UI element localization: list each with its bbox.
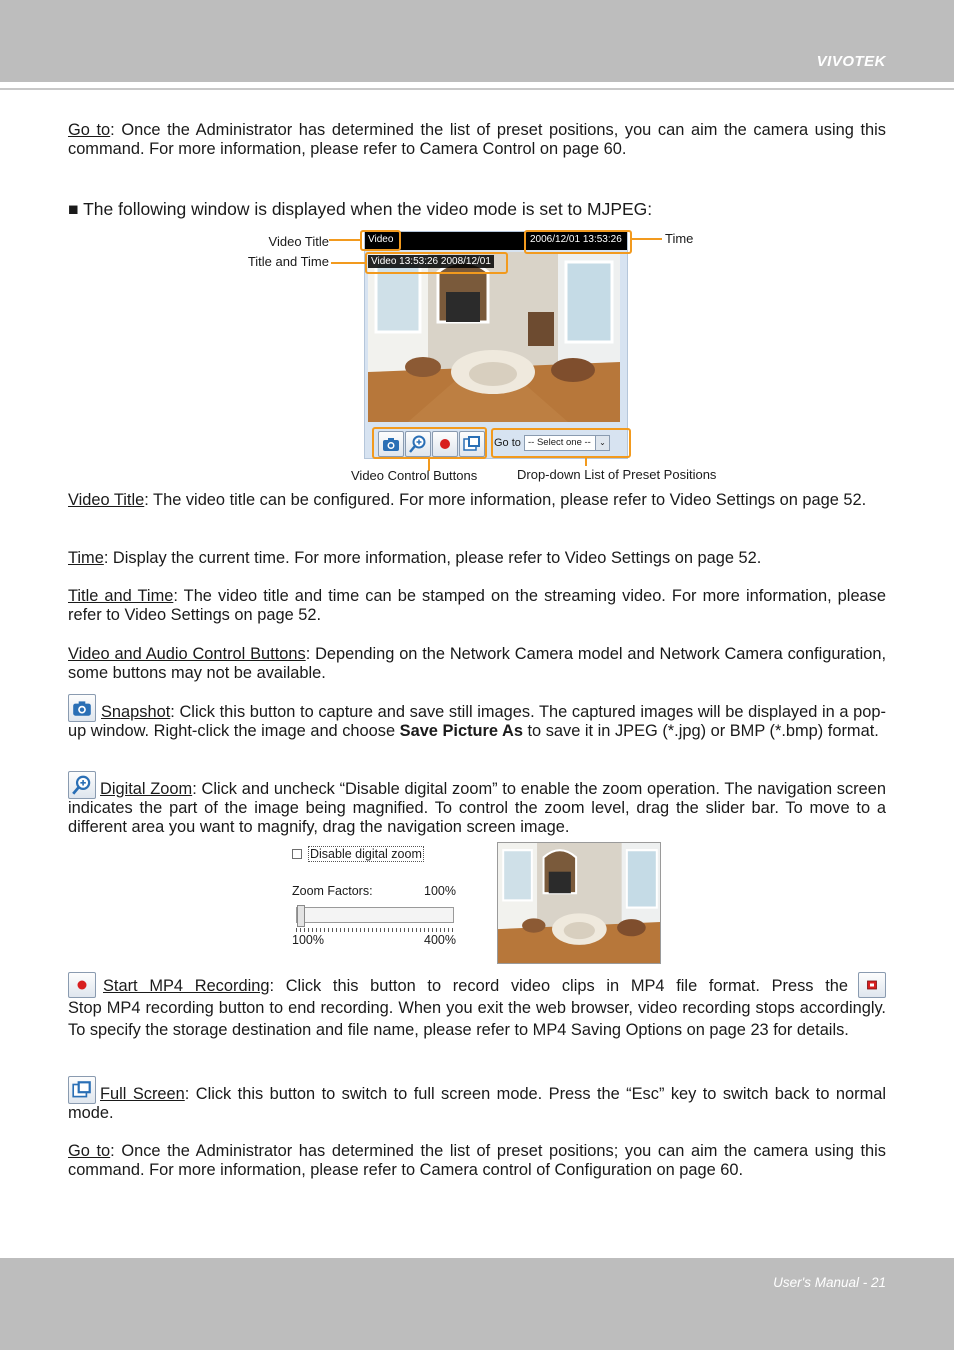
mjpeg-intro: ■ The following window is displayed when the video mode is set to MJPEG: [68, 199, 653, 219]
zoom-slider-track[interactable] [296, 907, 454, 923]
preset-list-connector [585, 458, 587, 466]
goto-bottom-text: : Once the Administrator has determined the list of preset positions; you can aim the camera using this command. For more information, please refer to Camera control of Configuration on page 60. [68, 1142, 886, 1179]
full-screen-paragraph [68, 1085, 886, 1123]
zoom-slider-ticks [296, 928, 454, 932]
save-picture-as: Save Picture As [399, 722, 523, 740]
full-screen-desc: : Click this button to switch to full screen mode. Press the “Esc” key to switch back to normal mode. [68, 1085, 886, 1122]
time-paragraph [68, 549, 886, 568]
title-time-highlight [365, 252, 508, 274]
page-number: User's Manual - 21 [773, 1275, 886, 1290]
preset-select-value: -- Select one -- [528, 437, 591, 448]
time-term: Time [68, 549, 104, 567]
title-and-time-label: Title and Time [247, 254, 329, 269]
goto-label: Go to [494, 437, 521, 449]
time-desc: : Display the current time. For more information, please refer to Video Settings on page 52. [103, 549, 762, 567]
page-footer [0, 1258, 954, 1350]
room-scene-image [368, 252, 620, 422]
zoom-term: Digital Zoom [100, 780, 193, 798]
video-title-label: Video Title [268, 234, 329, 249]
zoom-max-label: 400% [424, 933, 456, 947]
preset-list-label: Drop-down List of Preset Positions [517, 467, 717, 482]
zoom-slider-thumb[interactable] [297, 905, 305, 927]
snapshot-paragraph [68, 703, 886, 741]
time-text: 2006/12/01 13:53:26 [530, 234, 622, 245]
zoom-paragraph [68, 780, 886, 837]
brand-logo: VIVOTEK [816, 53, 886, 70]
mp4-line-1 [68, 977, 848, 996]
mp4-desc-1: : Click this button to record video clips in MP4 file format. Press the [269, 977, 848, 995]
video-title-paragraph [68, 491, 886, 510]
snapshot-term: Snapshot [101, 703, 171, 721]
controls-paragraph [68, 645, 886, 683]
zoom-factor-value: 100% [424, 884, 456, 898]
video-title-desc: : The video title can be configured. For more information, please refer to Video Settings on page 52. [144, 491, 867, 509]
preset-list-highlight [491, 428, 631, 458]
snapshot-desc-2: to save it in JPEG (*.jpg) or BMP (*.bmp) format. [522, 722, 879, 740]
zoom-desc: : Click and uncheck “Disable digital zoom” to enable the zoom operation. The navigation screen indicates the part of the image being magnified. To control the zoom level, drag the slider bar. To move to a different area you want to magnify, drag the navigation screen image. [68, 780, 886, 836]
time-connector [632, 238, 662, 240]
snapshot-desc-1: : Click this button to capture and save still images. The captured images will be displayed in a pop-up window. Right-click the image and choose [68, 703, 886, 740]
title-time-paragraph [68, 587, 886, 625]
zoom-min-label: 100% [292, 933, 324, 947]
video-title-highlight [360, 230, 401, 251]
goto-bottom-term: Go to [68, 1142, 111, 1160]
title-time-desc: : The video title and time can be stamped on the streaming video. For more information, please refer to Video Settings on page 52. [68, 587, 886, 624]
goto-top-text: : Once the Administrator has determined the list of preset positions, you can aim the camera using this command. For more information, please refer to Camera Control on page 60. [68, 121, 886, 158]
zoom-factors-label: Zoom Factors: [292, 884, 373, 898]
page-header [0, 0, 954, 82]
video-title-connector [329, 239, 360, 241]
goto-top-paragraph [68, 121, 886, 159]
video-title-term: Video Title [68, 491, 145, 509]
stop-record-icon [861, 975, 883, 995]
title-and-time-stamp: Video 13:53:26 2008/12/01 [368, 255, 494, 268]
goto-bottom-paragraph [68, 1142, 886, 1180]
disable-zoom-label: Disable digital zoom [310, 847, 422, 861]
zoom-navigation-image[interactable] [497, 842, 661, 964]
chevron-down-icon: ⌄ [595, 436, 609, 450]
mp4-paragraph-rest: Stop MP4 recording button to end recording. When you exit the web browser, video recording stops accordingly. To specify the storage destination and file name, please refer to MP4 Saving Options on page 23 for details. [68, 999, 886, 1039]
time-label: Time [665, 231, 694, 246]
mp4-term: Start MP4 Recording [103, 977, 270, 995]
time-highlight [524, 230, 632, 254]
full-screen-term: Full Screen [100, 1085, 185, 1103]
stop-record-icon-button [858, 972, 886, 998]
room-scene-thumbnail [498, 843, 661, 964]
title-time-term: Title and Time [68, 587, 174, 605]
control-buttons-label: Video Control Buttons [351, 468, 478, 483]
disable-zoom-checkbox[interactable] [292, 849, 302, 859]
controls-term: Video and Audio Control Buttons [68, 645, 306, 663]
control-buttons-highlight [372, 427, 487, 459]
camera-live-image [368, 252, 620, 422]
controls-desc: : Depending on the Network Camera model and Network Camera configuration, some buttons may not be available. [68, 645, 886, 682]
title-time-connector [331, 262, 365, 264]
video-title-text: Video [368, 234, 394, 245]
goto-top-term: Go to [68, 121, 111, 139]
header-divider [0, 88, 954, 90]
